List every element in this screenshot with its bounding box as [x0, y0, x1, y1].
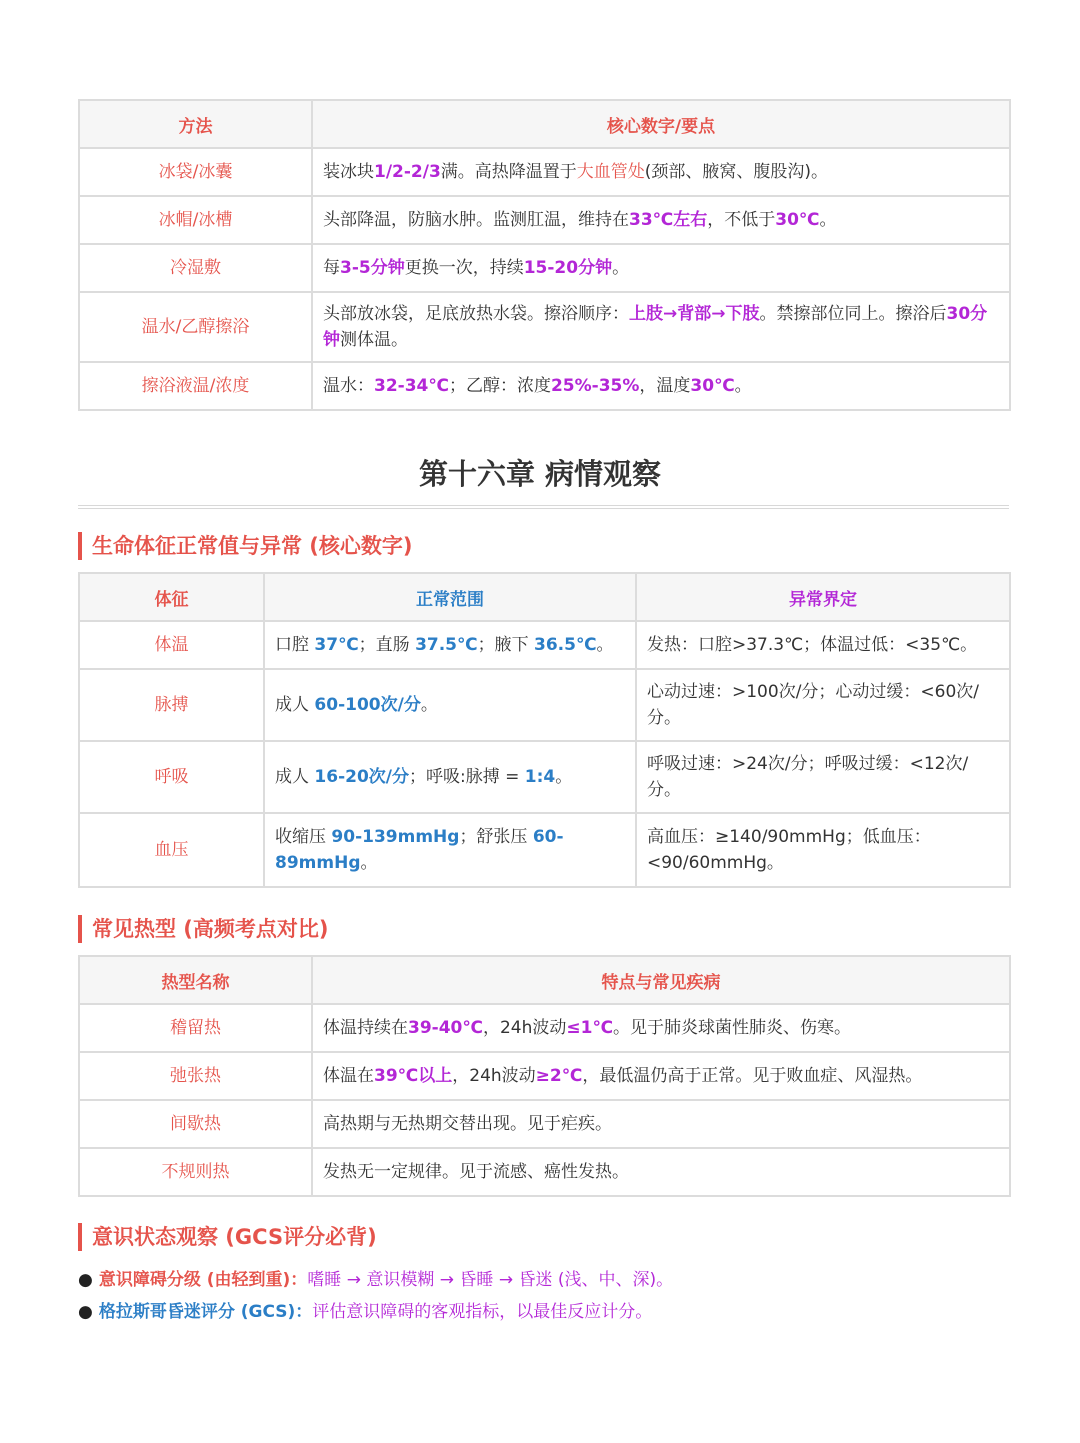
table-row — [79, 1148, 1010, 1196]
table-row — [79, 621, 1010, 669]
feature-highlight: ≤1℃ — [566, 1018, 614, 1038]
cooling-methods-table — [78, 99, 1011, 411]
method-cell: 冰帽/冰槽 — [79, 196, 312, 244]
points-cell — [312, 362, 1010, 410]
points-highlight: 3-5分钟 — [340, 258, 405, 278]
normal-range-cell — [264, 813, 636, 887]
feature-highlight: 39℃以上 — [374, 1066, 453, 1086]
section-title-vital-signs: 生命体征正常值与异常 (核心数字) — [78, 532, 413, 560]
bullet-label: 格拉斯哥昏迷评分 (GCS)： — [98, 1302, 313, 1322]
section-title-fever-types: 常见热型 (高频考点对比) — [78, 915, 329, 943]
feature-highlight: ≥2℃ — [535, 1066, 583, 1086]
normal-text: 。 — [420, 695, 438, 715]
table2-body — [79, 621, 1010, 887]
feature-highlight: 39-40℃ — [408, 1018, 483, 1038]
points-text: 。 — [612, 258, 630, 278]
feature-text: ，24h波动 — [482, 1018, 567, 1038]
feature-text: 高热期与无热期交替出现。见于疟疾。 — [323, 1114, 612, 1134]
table-row — [79, 1100, 1010, 1148]
table-row — [79, 362, 1010, 410]
bullet-dot-icon: ● — [78, 1270, 93, 1290]
normal-highlight: 37℃ — [314, 635, 359, 655]
points-highlight: 30℃ — [775, 210, 820, 230]
points-text: 温水： — [323, 376, 374, 396]
normal-highlight: 60-89mmHg — [275, 827, 564, 873]
sign-cell: 脉搏 — [79, 669, 264, 741]
normal-text: 口腔 — [275, 635, 315, 655]
points-text: 。禁擦部位同上。擦浴后 — [759, 304, 947, 324]
points-text: ，不低于 — [707, 210, 776, 230]
points-highlight: 15-20分钟 — [523, 258, 613, 278]
abnormal-cell: 发热：口腔>37.3℃；体温过低：<35℃。 — [636, 621, 1010, 669]
abnormal-cell: 心动过速：>100次/分；心动过缓：<60次/分。 — [636, 669, 1010, 741]
table-row — [79, 244, 1010, 292]
fever-type-cell: 稽留热 — [79, 1004, 312, 1052]
points-cell — [312, 196, 1010, 244]
method-cell: 冷湿敷 — [79, 244, 312, 292]
points-text: 。 — [734, 376, 752, 396]
feature-text: 体温在 — [323, 1066, 374, 1086]
normal-text: ；舒张压 — [459, 827, 533, 847]
normal-range-cell — [264, 741, 636, 813]
feature-text: 体温持续在 — [323, 1018, 408, 1038]
normal-range-cell — [264, 621, 636, 669]
fever-feature-cell — [312, 1148, 1010, 1196]
normal-highlight: 16-20次/分 — [314, 767, 409, 787]
table-row — [79, 741, 1010, 813]
points-highlight: 25%-35% — [550, 376, 640, 396]
chapter-divider — [78, 505, 1009, 509]
points-highlight: 30℃ — [690, 376, 735, 396]
bullet-text: 嗜睡 → 意识模糊 → 昏睡 → 昏迷 (浅、中、深)。 — [307, 1270, 674, 1290]
normal-text: 。 — [555, 767, 573, 787]
normal-range-cell — [264, 669, 636, 741]
bullet-text: 评估意识障碍的客观指标，以最佳反应计分。 — [312, 1302, 653, 1322]
abnormal-cell: 呼吸过速：>24次/分；呼吸过缓：<12次/分。 — [636, 741, 1010, 813]
feature-text: 发热无一定规律。见于流感、癌性发热。 — [323, 1162, 629, 1182]
section-title-consciousness: 意识状态观察 (GCS评分必背) — [78, 1223, 377, 1251]
consciousness-bullet-list — [78, 1264, 1009, 1328]
normal-highlight: 90-139mmHg — [331, 827, 460, 847]
table2-header-normal: 正常范围 — [264, 573, 636, 621]
list-item — [78, 1264, 1009, 1296]
points-text: 更换一次，持续 — [404, 258, 524, 278]
normal-text: 。 — [596, 635, 614, 655]
normal-highlight: 1:4 — [524, 767, 556, 787]
sign-cell: 血压 — [79, 813, 264, 887]
feature-text: 。见于肺炎球菌性肺炎、伤寒。 — [613, 1018, 852, 1038]
points-highlight: 32-34℃ — [374, 376, 449, 396]
table-row — [79, 292, 1010, 362]
points-cell — [312, 292, 1010, 362]
table2-header-sign: 体征 — [79, 573, 264, 621]
list-item — [78, 1296, 1009, 1328]
method-cell: 温水/乙醇擦浴 — [79, 292, 312, 362]
normal-text: 。 — [360, 853, 378, 873]
fever-feature-cell — [312, 1052, 1010, 1100]
method-cell: 擦浴液温/浓度 — [79, 362, 312, 410]
points-text: ，温度 — [639, 376, 691, 396]
vital-signs-table — [78, 572, 1011, 888]
points-highlight: 上肢→背部→下肢 — [629, 304, 760, 324]
points-text: 测体温。 — [340, 330, 408, 350]
table1-body — [79, 148, 1010, 410]
feature-text: ，24h波动 — [452, 1066, 536, 1086]
fever-feature-cell — [312, 1100, 1010, 1148]
bullet-label: 意识障碍分级 (由轻到重)： — [98, 1270, 308, 1290]
table2-header-abnormal: 异常界定 — [636, 573, 1010, 621]
normal-text: ；呼吸:脉搏 = — [409, 767, 525, 787]
fever-type-cell: 间歇热 — [79, 1100, 312, 1148]
points-highlight: 30分钟 — [323, 304, 988, 350]
table3-header-features: 特点与常见疾病 — [312, 956, 1010, 1004]
points-text: ；乙醇：浓度 — [448, 376, 551, 396]
fever-feature-cell — [312, 1004, 1010, 1052]
points-highlight: 33℃左右 — [629, 210, 708, 230]
points-text: (颈部、腋窝、腹股沟)。 — [644, 162, 829, 182]
fever-types-table — [78, 955, 1011, 1197]
points-highlight: 1/2-2/3 — [374, 162, 441, 182]
normal-highlight: 37.5℃ — [415, 635, 478, 655]
fever-type-cell: 不规则热 — [79, 1148, 312, 1196]
normal-highlight: 60-100次/分 — [314, 695, 421, 715]
normal-text: 成人 — [275, 695, 315, 715]
table-row — [79, 1004, 1010, 1052]
method-cell: 冰袋/冰囊 — [79, 148, 312, 196]
table-row — [79, 148, 1010, 196]
fever-type-cell: 弛张热 — [79, 1052, 312, 1100]
table1-header-method: 方法 — [79, 100, 312, 148]
chapter-title: 第十六章 病情观察 — [418, 457, 662, 491]
bullet-dot-icon: ● — [78, 1302, 93, 1322]
points-text: 满。高热降温置于 — [440, 162, 577, 182]
normal-text: ；腋下 — [477, 635, 534, 655]
points-text: 。 — [819, 210, 837, 230]
abnormal-cell: 高血压：≥140/90mmHg；低血压：<90/60mmHg。 — [636, 813, 1010, 887]
points-text: 装冰块 — [323, 162, 374, 182]
table-row — [79, 1052, 1010, 1100]
table-row — [79, 813, 1010, 887]
points-text: 头部降温，防脑水肿。监测肛温，维持在 — [323, 210, 629, 230]
points-cell — [312, 148, 1010, 196]
normal-text: 收缩压 — [275, 827, 332, 847]
table3-header-type: 热型名称 — [79, 956, 312, 1004]
sign-cell: 体温 — [79, 621, 264, 669]
points-text: 每 — [323, 258, 340, 278]
table-row — [79, 669, 1010, 741]
feature-text: ，最低温仍高于正常。见于败血症、风湿热。 — [582, 1066, 923, 1086]
sign-cell: 呼吸 — [79, 741, 264, 813]
normal-highlight: 36.5℃ — [534, 635, 597, 655]
normal-text: 成人 — [275, 767, 315, 787]
table1-header-points: 核心数字/要点 — [312, 100, 1010, 148]
points-cell — [312, 244, 1010, 292]
normal-text: ；直肠 — [358, 635, 416, 655]
points-highlight: 大血管处 — [576, 162, 645, 182]
table-row — [79, 196, 1010, 244]
table3-body — [79, 1004, 1010, 1196]
points-text: 头部放冰袋，足底放热水袋。擦浴顺序： — [323, 304, 629, 324]
